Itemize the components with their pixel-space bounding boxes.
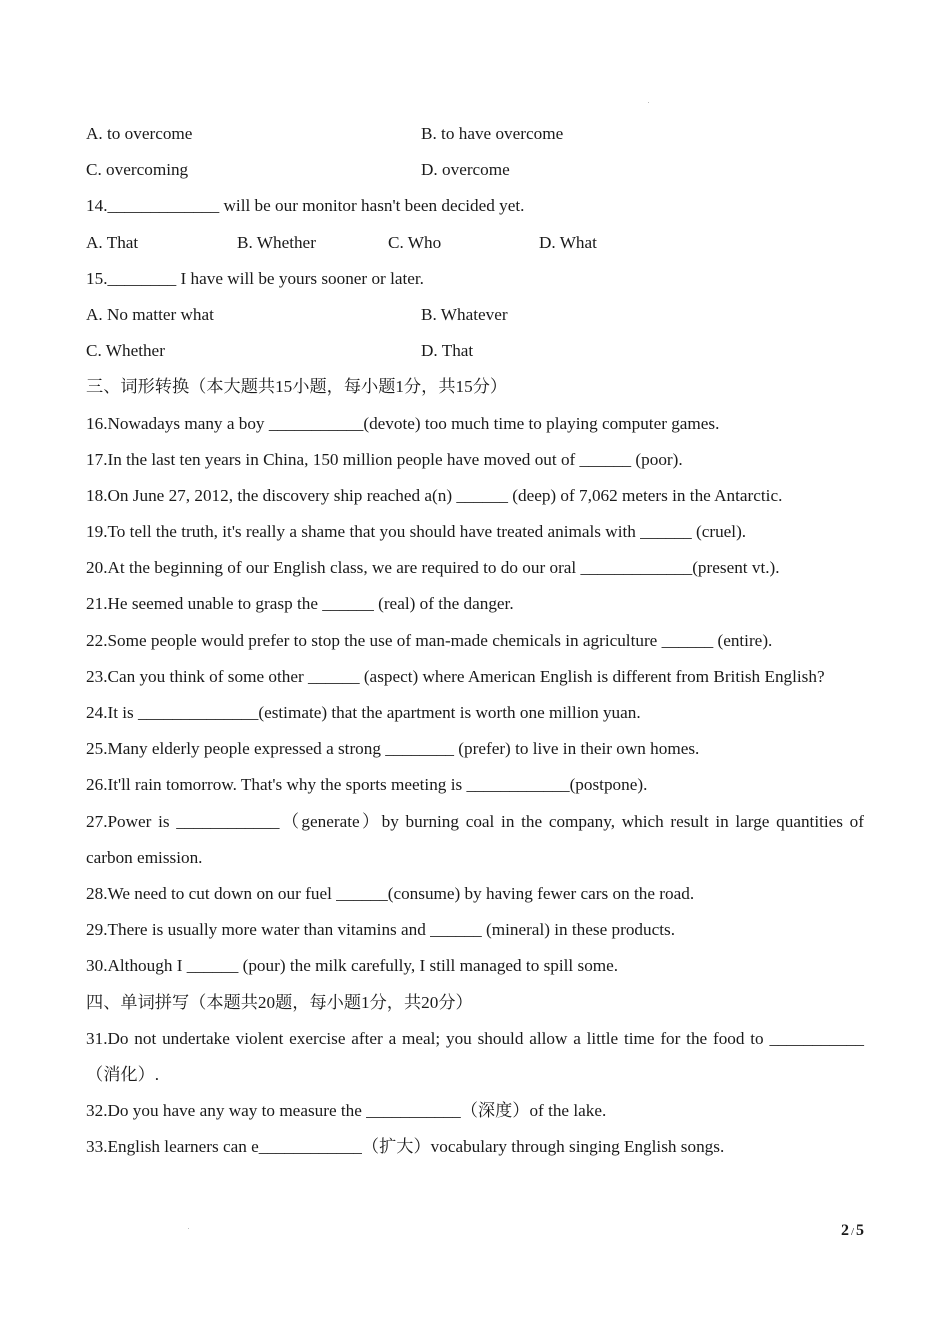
question-33: 33.English learners can e____________（扩大）vocabulary through singing English songs. [86, 1137, 725, 1157]
scan-speck [188, 1228, 189, 1229]
question-18: 18.On June 27, 2012, the discovery ship reached a(n) ______ (deep) of 7,062 meters in the Antarctic. [86, 485, 783, 505]
question-16: 16.Nowadays many a boy ___________(devote) too much time to playing computer games. [86, 413, 720, 433]
q15-option-d: D. That [421, 341, 474, 361]
current-page: 2 [840, 1222, 849, 1239]
q14-stem: 14._____________ will be our monitor hasn't been decided yet. [86, 196, 525, 216]
q13-options-row2 [86, 152, 864, 188]
question-21: 21.He seemed unable to grasp the ______ (real) of the danger. [86, 594, 514, 614]
q13-option-b: B. to have overcome [421, 124, 564, 143]
q14-option-c: C. Who [388, 232, 442, 252]
q14-option-d: D. What [539, 232, 597, 252]
question-23: 23.Can you think of some other ______ (aspect) where American English is different from British English? [86, 666, 825, 686]
q15-option-c: C. Whether [86, 341, 165, 361]
question-28: 28.We need to cut down on our fuel ______(consume) by having fewer cars on the road. [86, 883, 695, 903]
q15-options-row1 [86, 297, 864, 333]
question-31: 31.Do not undertake violent exercise after a meal; you should allow a little time for the food to ___________（消化）. [86, 1028, 864, 1084]
question-32: 32.Do you have any way to measure the ___________（深度）of the lake. [86, 1101, 607, 1121]
question-20: 20.At the beginning of our English class, we are required to do our oral _____________(present vt.). [86, 558, 780, 578]
q13-option-a: A. to overcome [86, 124, 193, 143]
total-pages: 5 [856, 1222, 864, 1239]
q14-option-a: A. That [86, 232, 139, 252]
question-27: 27.Power is ____________（generate）by burning coal in the company, which result in large quantities of carbon emission. [86, 811, 864, 867]
q14-option-b: B. Whether [237, 232, 316, 252]
q15-options-row2 [86, 333, 864, 369]
page-number [841, 1222, 864, 1240]
section3-heading: 三、词形转换（本大题共15小题，每小题1分，共15分） [86, 377, 508, 397]
page-separator: / [850, 1226, 854, 1238]
q15-option-a: A. No matter what [86, 304, 214, 324]
question-25: 25.Many elderly people expressed a strong ________ (prefer) to live in their own homes. [86, 739, 700, 759]
q15-stem: 15.________ I have will be yours sooner or later. [86, 268, 424, 288]
question-19: 19.To tell the truth, it's really a shame that you should have treated animals with ______ (cruel). [86, 522, 747, 542]
section4-heading: 四、单词拼写（本题共20题，每小题1分，共20分） [86, 992, 473, 1012]
question-29: 29.There is usually more water than vitamins and ______ (mineral) in these products. [86, 920, 675, 940]
question-26: 26.It'll rain tomorrow. That's why the sports meeting is ____________(postpone). [86, 775, 648, 795]
question-24: 24.It is ______________(estimate) that the apartment is worth one million yuan. [86, 703, 641, 723]
document-page [86, 116, 864, 1166]
q14-options [86, 225, 864, 261]
scan-speck [648, 102, 649, 103]
q13-option-c: C. overcoming [86, 160, 189, 180]
question-22: 22.Some people would prefer to stop the use of man-made chemicals in agriculture ______ (entire). [86, 630, 773, 650]
question-17: 17.In the last ten years in China, 150 million people have moved out of ______ (poor). [86, 449, 683, 469]
q13-options-row1 [86, 116, 864, 152]
question-30: 30.Although I ______ (pour) the milk carefully, I still managed to spill some. [86, 956, 619, 976]
q15-option-b: B. Whatever [421, 304, 508, 324]
q13-option-d: D. overcome [421, 160, 510, 180]
